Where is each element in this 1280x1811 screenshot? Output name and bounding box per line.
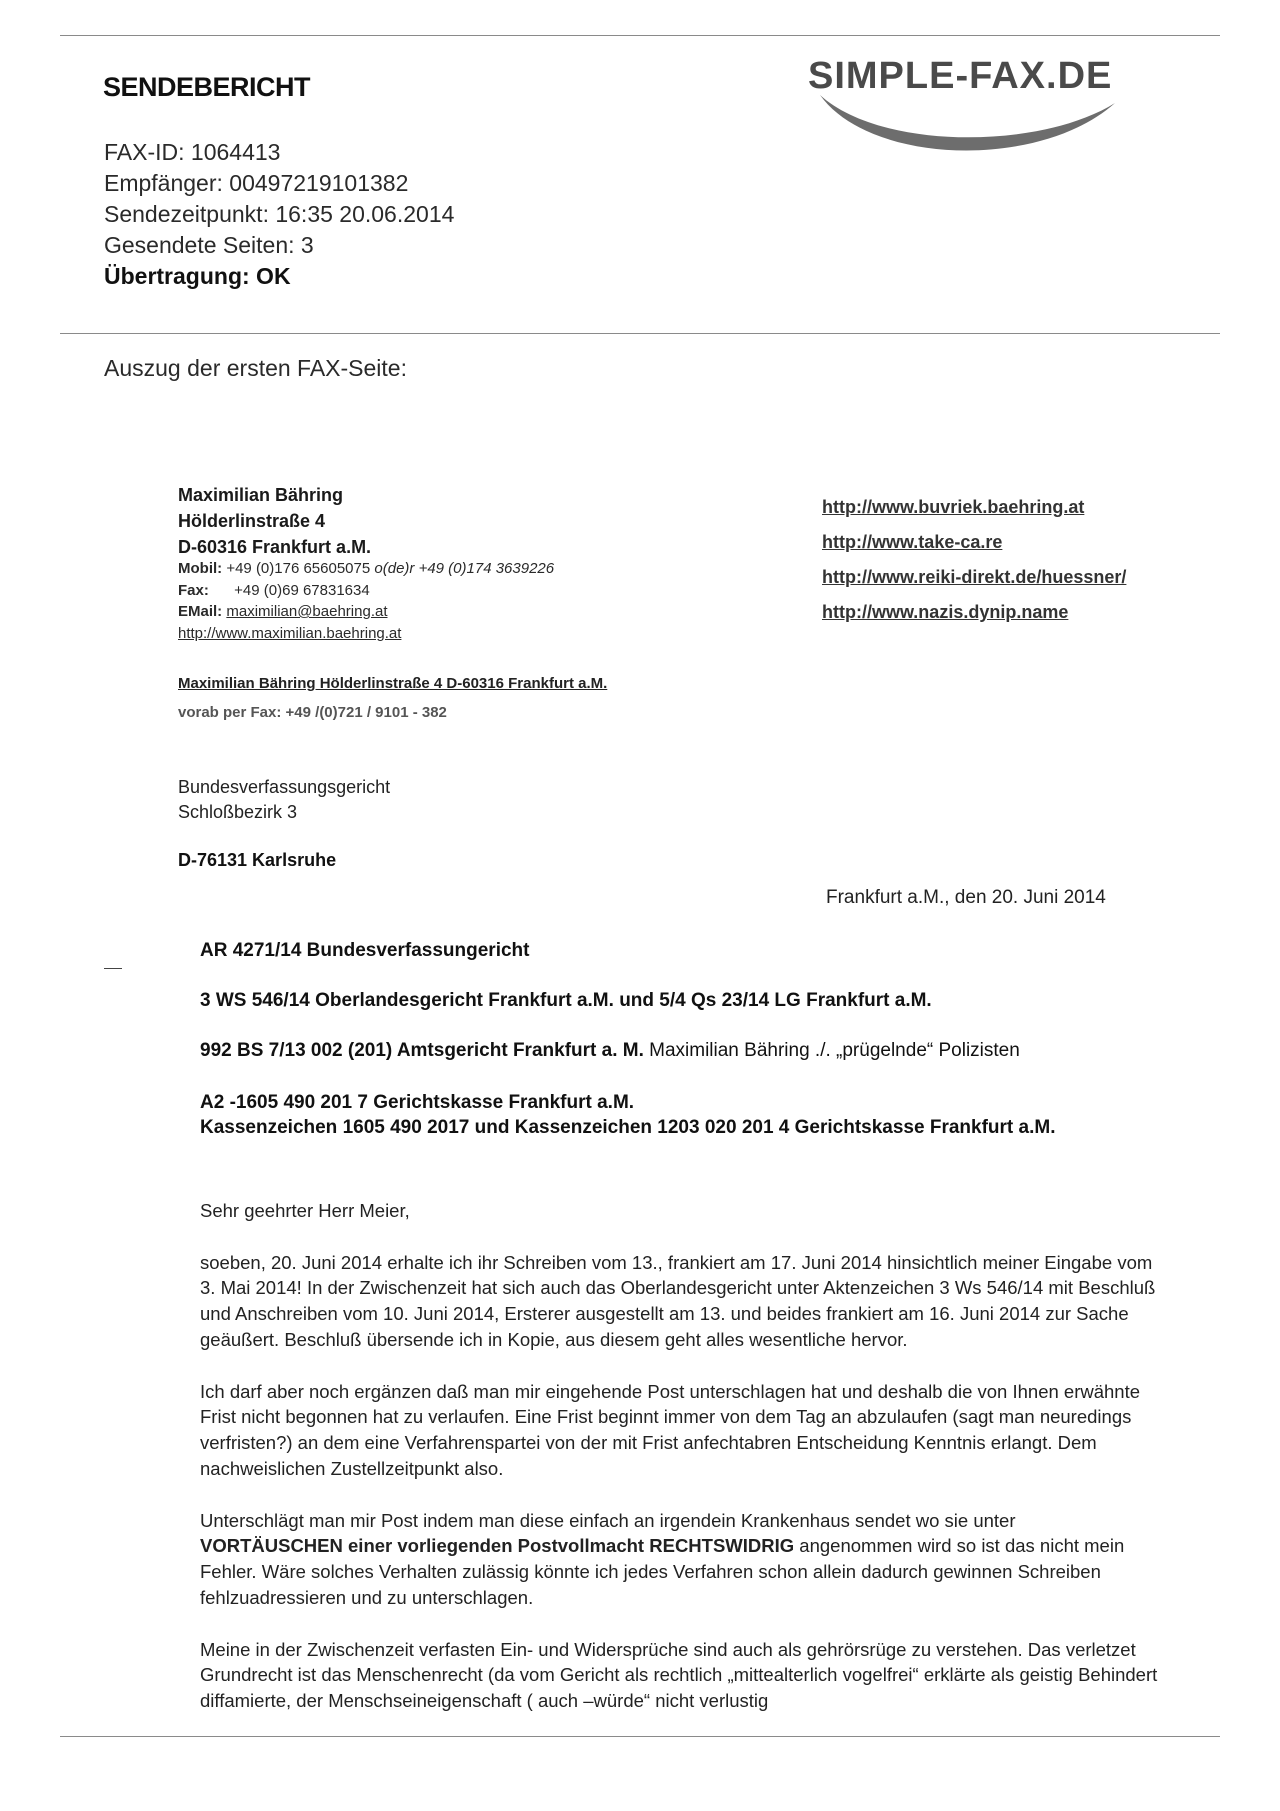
fold-mark: [104, 968, 122, 969]
link-list: [822, 490, 1126, 630]
vorab-fax: vorab per Fax: +49 /(0)721 / 9101 - 382: [178, 704, 447, 721]
recipient-number: Empfänger: 00497219101382: [104, 170, 409, 196]
paragraph-3-emphasis-1: VORTÄUSCHEN: [200, 1535, 343, 1557]
ref-a2: A2 -1605 490 201 7 Gerichtskasse Frankfurt a.M.: [200, 1092, 635, 1113]
paragraph-3-start: Unterschlägt man mir Post indem man diese einfach an irgendein Krankenhaus sendet wo sie unter: [200, 1509, 1016, 1531]
return-address: Maximilian Bähring Hölderlinstraße 4 D-60316 Frankfurt a.M.: [178, 675, 608, 692]
ref-bs: [200, 1040, 1020, 1062]
logo-text: SIMPLE-FAX.DE: [808, 55, 1113, 97]
bottom-divider: [60, 1736, 1220, 1737]
ref-ws: 3 WS 546/14 Oberlandesgericht Frankfurt a.M. und 5/4 Qs 23/14 LG Frankfurt a.M.: [200, 990, 932, 1011]
fax-id: FAX-ID: 1064413: [104, 139, 281, 165]
link-take-care[interactable]: http://www.take-ca.re: [822, 532, 1003, 552]
addressee-line2: Schloßbezirk 3: [178, 802, 298, 822]
addressee-line1: Bundesverfassungsgericht: [178, 777, 391, 797]
paragraph-3-emphasis-3: RECHTSWIDRIG: [644, 1535, 795, 1557]
fax-label: Fax:: [178, 581, 209, 599]
email-link[interactable]: maximilian@baehring.at: [226, 603, 388, 620]
contact-mobil: [178, 558, 554, 580]
report-title: SENDEBERICHT: [103, 72, 311, 102]
paragraph-1: soeben, 20. Juni 2014 erhalte ich ihr Schreiben vom 13., frankiert am 17. Juni 2014 hinsichtlich meiner Eingabe vom 3. Mai 2014! In der Zwischenzeit hat sich auch das Oberlandesgericht unter Aktenzeichen 3 Ws 546/14 mit Beschluß und Anschreiben vom 10. Juni 2014, Ersterer ausgestellt am 13. und beides frankiert am 16. Juni 2014 zur Sache geäußert. Beschluß übersende ich in Kopie, aus diesem geht alles wesentliche hervor.: [200, 1251, 1156, 1350]
mobil-label: Mobil:: [178, 560, 223, 577]
pages-sent: Gesendete Seiten: 3: [104, 232, 314, 258]
ref-bs-parties: Maximilian Bähring ./. „prügelnde“ Polizisten: [643, 1040, 1020, 1061]
email-label: EMail:: [178, 603, 223, 620]
paragraph-3: [200, 1508, 1160, 1611]
contact-email: [178, 601, 554, 623]
ref-kassenzeichen: Kassenzeichen 1605 490 2017 und Kassenzeichen 1203 020 201 4 Gerichtskasse Frankfurt a.M.: [200, 1117, 1056, 1138]
send-time: Sendezeitpunkt: 16:35 20.06.2014: [104, 201, 455, 227]
paragraph-3-emphasis-2: einer vorliegenden Postvollmacht: [342, 1535, 645, 1557]
addressee: [178, 775, 390, 825]
excerpt-label: Auszug der ersten FAX-Seite:: [104, 355, 407, 381]
paragraph-3-end: angenommen wird so ist das nicht mein Fehler. Wäre solches Verhalten zulässig könnte ich jedes Verfahren schon allein dadurch gewinnen Schreiben fehlzuadressieren und zu unterschlagen.: [200, 1535, 1125, 1608]
addressee-city: D-76131 Karlsruhe: [178, 850, 337, 870]
link-buvriek[interactable]: http://www.buvriek.baehring.at: [822, 497, 1085, 517]
link-nazis-dynip[interactable]: http://www.nazis.dynip.name: [822, 602, 1069, 622]
sender-city: D-60316 Frankfurt a.M.: [178, 537, 372, 557]
contact-fax: [178, 580, 554, 602]
sender-website-link[interactable]: http://www.maximilian.baehring.at: [178, 624, 402, 642]
sender-name: Maximilian Bähring: [178, 485, 344, 505]
mobil-alternative: o(de)r +49 (0)174 3639226: [374, 560, 555, 577]
ref-bs-court: 992 BS 7/13 002 (201) Amtsgericht Frankfurt a. M.: [200, 1040, 644, 1061]
fax-value: +49 (0)69 67831634: [234, 581, 370, 599]
salutation: Sehr geehrter Herr Meier,: [200, 1200, 410, 1221]
letter-body: [200, 1198, 1160, 1712]
sender-street: Hölderlinstraße 4: [178, 511, 326, 531]
paragraph-2: Ich darf aber noch ergänzen daß man mir eingehende Post unterschlagen hat und deshalb die von Ihnen erwähnte Frist nicht begonnen hat zu verlaufen. Eine Frist beginnt immer von dem Tag an abzulaufen (sagt man neuredings verfristen?) an dem eine Verfahrenspartei von der mit Frist anfechtabren Entscheidung Kenntnis erlangt. Dem nachweislichen Zustellzeitpunkt also.: [200, 1380, 1141, 1479]
ref-ar: AR 4271/14 Bundesverfassungericht: [200, 940, 530, 961]
mobil-value: +49 (0)176 65605075: [226, 560, 371, 577]
paragraph-4: Meine in der Zwischenzeit verfasten Ein- und Widersprüche sind auch als gehrörsrüge zu verstehen. Das verletzet Grundrecht ist das Menschenrecht (da vom Gericht als rechtlich „mittealterlich vogelfrei“ erklärte als geistig Behindert diffamierte, der Menschseineigenschaft ( auch –würde“ nicht verlustig: [200, 1638, 1158, 1712]
sender-address: [178, 482, 371, 560]
sender-contacts: [178, 558, 554, 644]
letter-date: Frankfurt a.M., den 20. Juni 2014: [826, 887, 1106, 908]
link-reiki-direkt[interactable]: http://www.reiki-direkt.de/huessner/: [822, 567, 1127, 587]
transmission-status: Übertragung: OK: [104, 263, 291, 289]
